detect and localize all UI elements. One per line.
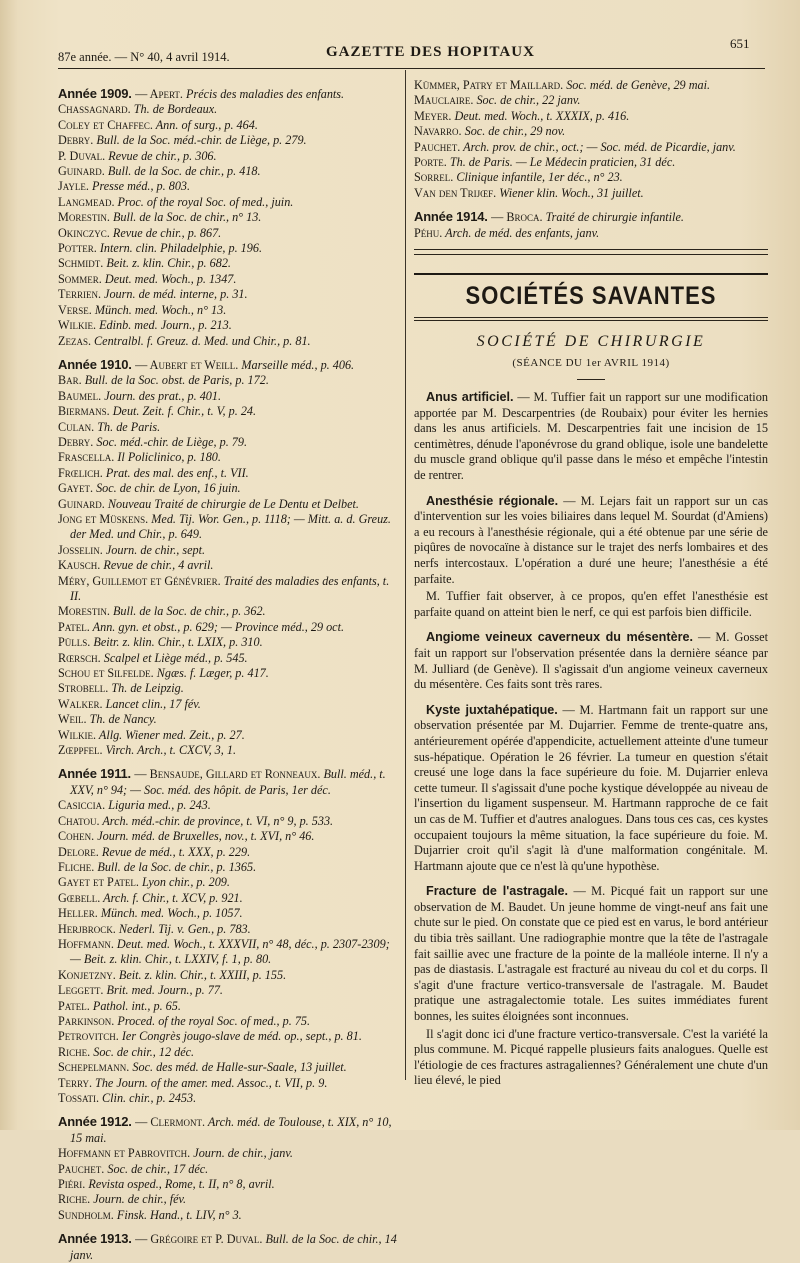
reference-author: Riche. (58, 1044, 91, 1059)
reference-entry (414, 109, 768, 124)
thin-rule-1 (414, 317, 768, 318)
reference-author: Péhu. (414, 225, 443, 240)
reference-source: Allg. Wiener med. Zeit., p. 27. (96, 727, 245, 742)
issue-info: 87e année. — N° 40, 4 avril 1914. (58, 50, 230, 64)
reference-author: Sommer. (58, 271, 102, 286)
reference-source: Revue de méd., t. XXX, p. 229. (98, 844, 251, 859)
reference-author: Casiccia. (58, 798, 106, 813)
paragraph-heading: Anus artificiel. (426, 390, 514, 405)
reference-author: Morestin. (58, 210, 110, 225)
reference-source: Prat. des mal. des enf., t. VII. (102, 465, 249, 480)
reference-source: Ann. gyn. et obst., p. 629; — Province méd., 29 oct. (89, 619, 345, 634)
reference-source: Bull. méd., t. XXV, n° 94; — Soc. méd. des hôpit. de Paris, 1er déc. (70, 767, 386, 797)
reference-source: Brit. med. Journ., p. 77. (103, 983, 223, 998)
reference-entry (58, 512, 398, 543)
reference-source: Journ. de chir., sept. (102, 542, 206, 557)
reference-entry (58, 1045, 398, 1060)
reference-entry (58, 620, 398, 635)
right-column (414, 78, 768, 1089)
reference-entry (58, 983, 398, 998)
reference-entry (58, 179, 398, 194)
reference-author: Hoffmann. (58, 936, 114, 951)
reference-source: Münch. med. Woch., p. 1057. (97, 906, 243, 921)
reference-entry (58, 651, 398, 666)
thin-rule-2 (414, 320, 768, 321)
bibliography-left-column (58, 78, 398, 1263)
reference-author: Biermans. (58, 404, 110, 419)
reference-author: Chatou. (58, 813, 100, 828)
reference-source: Revue de chir., p. 867. (109, 225, 222, 240)
reference-entry (58, 860, 398, 875)
reference-entry (58, 102, 398, 117)
reference-entry (58, 906, 398, 921)
year-label: Année 1912. (58, 1114, 136, 1130)
reference-author: Wilkie. (58, 318, 97, 333)
reference-source: Bull. de la Soc. de chir., p. 418. (104, 164, 261, 179)
session-date: (SÉANCE DU 1er AVRIL 1914) (512, 357, 670, 370)
reference-author: Jayle. (58, 179, 89, 194)
reference-author: Hoffmann et Pabrovitch. (58, 1146, 191, 1161)
reference-author: Chassagnard. (58, 102, 131, 117)
reference-source: Ngæs. f. Læger, p. 417. (153, 666, 269, 681)
reference-author: Navarro. (414, 124, 462, 139)
reference-entry (414, 226, 768, 241)
reference-source: Soc. des méd. de Halle-sur-Saale, 13 juillet. (129, 1060, 347, 1075)
reference-entry (58, 497, 398, 512)
paragraph-text: — M. Gosset fait un rapport sur l'observation présentée dans la dernière séance par M. Julliard (de Genève). Il s'agissait d'un angiome veineux caverneux du mésentère. Ces faits sont très rares. (414, 630, 768, 692)
reference-entry (58, 1146, 398, 1161)
paragraph-heading: Fracture de l'astragale. (426, 884, 569, 899)
reference-entry (58, 937, 398, 968)
reference-author: Weil. (58, 712, 87, 727)
reference-author: Rœrsch. (58, 650, 101, 665)
reference-author: Mauclaire. (414, 93, 474, 108)
reference-entry (414, 93, 768, 108)
paragraph-text: M. Tuffier fait observer, à ce propos, qu'en effet l'anesthésie est parfaite quand on atteint bien le nerf, ce qui est parfois bien difficile. (414, 589, 768, 619)
reference-author: Pauchet. (58, 1161, 105, 1176)
reference-author: Culan. (58, 419, 95, 434)
paragraph-heading: Anesthésie régionale. (426, 493, 559, 508)
reference-author: Herjbrock. (58, 921, 116, 936)
reference-author: Cohen. (58, 829, 95, 844)
reference-source: Marseille méd., p. 406. (238, 357, 355, 372)
reference-source: The Journ. of the amer. med. Assoc., t. VII, p. 9. (92, 1075, 328, 1090)
reference-author: — Apert. (135, 87, 183, 101)
reference-source: Nouveau Traité de chirurgie de Le Dentu et Delbet. (104, 496, 359, 511)
reference-author: Méry, Guillemot et Génévrier. (58, 573, 221, 588)
reference-entry (58, 164, 398, 179)
reference-entry (58, 118, 398, 133)
reference-source: Clin. chir., p. 2453. (99, 1091, 197, 1105)
reference-source: Revue de chir., p. 306. (105, 148, 217, 163)
reference-source: Beit. z. klin. Chir., p. 682. (103, 256, 231, 271)
reference-entry (58, 558, 398, 573)
reference-author: Kümmer, Patry et Maillard. (414, 78, 564, 92)
reference-entry (58, 435, 398, 450)
reference-entry (58, 743, 398, 758)
reference-author: Debry. (58, 434, 94, 449)
reference-author: Debry. (58, 133, 94, 148)
reference-entry (58, 814, 398, 829)
reference-source: Journ. des prat., p. 401. (101, 388, 222, 403)
reference-source: Proced. of the royal Soc. of med., p. 75. (114, 1013, 311, 1028)
reference-author: Schou et Silfelde. (58, 666, 154, 681)
reference-source: Beitr. z. klin. Chir., t. LXIX, p. 310. (90, 635, 263, 650)
reference-source: Arch. prov. de chir., oct.; — Soc. méd. de Picardie, janv. (460, 139, 736, 154)
reference-entry (58, 1029, 398, 1044)
year-label: Année 1909. (58, 86, 136, 101)
reference-entry (58, 798, 398, 813)
reference-source: Edinb. med. Journ., p. 213. (96, 318, 232, 333)
reference-entry (58, 420, 398, 435)
reference-author: Petrovitch. (58, 1029, 119, 1044)
reference-author: — Clermont. (135, 1115, 206, 1130)
reference-author: Potter. (58, 241, 97, 256)
page-header (58, 36, 758, 66)
reference-author: Patel. (58, 998, 90, 1013)
reference-source: Centralbl. f. Greuz. d. Med. und Chir., p. 81. (91, 333, 311, 348)
reference-author: Kausch. (58, 558, 101, 573)
reference-entry (58, 210, 398, 225)
reference-author: Konjetzny. (58, 967, 116, 982)
reference-author: Okinczyc. (58, 225, 110, 240)
reference-source: Soc. de chir., 22 janv. (473, 93, 581, 108)
reference-author: Delore. (58, 844, 99, 859)
reference-author: P. Duval. (58, 148, 106, 163)
paragraph-text: — M. Hartmann fait un rapport sur une observation présentée par M. Dujarrier. Femme de trente-quatre ans, antérieurement opérée d'appendicite, actuellement atteinte d'une tumeur sus-hépatique. Opération le 26 février. La tumeur en question s'était creusé une loge dans la face supérieure du foie. M. Dujarrier enleva cette tumeur. Il s'agissait d'une poche kystique développée au niveau de l'insertion du ligament suspenseur. M. Hartmann rapproche de ce fait un cas de M. Tuffier et d'autres analogues. Dans tous ces cas, ces kystes occupaient toujours la même situation, la face supérieure du foie. M. Dujarrier croit qu'il s'agit là d'une malformation congénitale. M. Hartmann ajoute que ce n'est là qu'une hypothèse. (414, 702, 768, 873)
reference-source: Traité des maladies des enfants, t. II. (70, 573, 390, 603)
reference-source: Revue de chir., 4 avril. (100, 558, 214, 573)
reference-entry (58, 149, 398, 164)
report-paragraph (414, 630, 768, 692)
reference-entry (58, 287, 398, 302)
reference-author: Frascella. (58, 450, 115, 465)
bibliography-right-column (414, 78, 768, 241)
year-entry (58, 86, 398, 102)
reference-source: Bull. de la Soc. de chir., p. 362. (109, 604, 266, 619)
reference-author: — Bensaude, Gillard et Ronneaux. (134, 767, 321, 782)
heavy-rule-top (414, 273, 768, 275)
reference-entry (58, 829, 398, 844)
reference-entry (414, 140, 768, 155)
reference-source: Ier Congrès jougo-slave de méd. op., sept., p. 81. (118, 1029, 362, 1044)
reference-source: Intern. clin. Philadelphie, p. 196. (96, 241, 263, 256)
reference-author: Morestin. (58, 604, 110, 619)
session-report (414, 390, 768, 1089)
reference-entry (58, 1208, 398, 1223)
reference-source: Journ. de chir., janv. (190, 1146, 293, 1161)
reference-entry (58, 728, 398, 743)
reference-author: Coley et Chaffec. (58, 117, 153, 132)
reference-entry (58, 574, 398, 605)
reference-source: Proc. of the royal Soc. of med., juin. (114, 194, 294, 209)
reference-source: Bull. de la Soc. méd.-chir. de Liège, p. 279. (93, 133, 307, 148)
reference-source: Lancet clin., 17 fév. (102, 696, 201, 711)
reference-author: Baumel. (58, 388, 102, 403)
reference-author: Zœppfel. (58, 743, 103, 758)
reference-author: — Broca. (491, 210, 543, 225)
reference-source: Arch. de méd. des enfants, janv. (442, 225, 600, 240)
reference-source: Virch. Arch., t. CXCV, 3, 1. (102, 743, 237, 758)
reference-author: Riche. (58, 1192, 91, 1207)
reference-author: Walker. (58, 696, 103, 711)
reference-source: Deut. med. Woch., t. XXXIX, p. 416. (451, 108, 630, 123)
reference-source: Wiener klin. Woch., 31 juillet. (496, 185, 644, 200)
reference-entry (58, 1091, 398, 1106)
reference-entry (58, 404, 398, 419)
section-header-block (414, 273, 768, 321)
report-paragraph (414, 589, 768, 620)
reference-entry (58, 389, 398, 404)
reference-entry (58, 697, 398, 712)
paragraph-text: — M. Picqué fait un rapport sur une observation de M. Baudet. Un jeune homme de vingt-neuf ans fait une chute sur le pied. On constate que ce pied est en varus, le bord antérieur du tibia très saillant. Une radiographie montre que la tête de l'astragale fait saillie avec une fracture de la pointe de la malléole interne. Il n'y a pas de diastasis. L'astragale est fracturé au niveau du col et du corps. Il s'agit d'une fracture vertico-transversale de l'astragale. M. Baudet pratique une astragalectomie totale. Les suites immédiates furent bonnes, les suites éloignées sont inconnues. (414, 884, 769, 1024)
reference-source: Liguria med., p. 243. (105, 798, 211, 813)
reference-author: — Grégoire et P. Duval. (135, 1232, 263, 1247)
reference-entry (58, 604, 398, 619)
year-entry (58, 1114, 398, 1146)
year-entry (414, 209, 768, 225)
paragraph-text: — M. Lejars fait un rapport sur un cas d'intervention sur les voies biliaires dans lequel M. Sourdat (d'Amiens) a eu recours à l'anesthésie régionale, qui a été obtenue par une série de piqûres de novocaïne à distance sur le trajet des nerfs lombaires et des nerfs intercostaux. L'opération a duré une heure; l'anesthésie a été parfaite. (414, 493, 768, 586)
reference-entry (58, 1192, 398, 1207)
reference-source: Soc. méd. de Genève, 29 mai. (563, 78, 711, 92)
year-label: Année 1911. (58, 766, 135, 782)
reference-entry (58, 256, 398, 271)
reference-source: Revista osped., Rome, t. II, n° 8, avril. (85, 1177, 275, 1192)
year-entry (58, 1231, 398, 1263)
reference-source: Th. de Nancy. (86, 712, 157, 727)
reference-source: Presse méd., p. 803. (88, 179, 191, 194)
reference-source: Clinique infantile, 1er déc., n° 23. (453, 170, 623, 185)
reference-entry (58, 373, 398, 388)
reference-source: Th. de Paris. — Le Médecin praticien, 31 déc. (446, 155, 676, 170)
reference-author: Van den Trijœf. (414, 185, 497, 200)
short-divider (577, 379, 605, 380)
reference-source: Lyon chir., p. 209. (138, 875, 230, 890)
reference-source: Soc. méd.-chir. de Liège, p. 79. (93, 434, 248, 449)
reference-entry (58, 1014, 398, 1029)
year-label: Année 1914. (414, 209, 492, 225)
reference-entry (58, 875, 398, 890)
reference-author: Gœbell. (58, 890, 101, 905)
reference-entry (414, 78, 768, 93)
reference-source: Soc. de chir., 29 nov. (461, 124, 566, 139)
reference-entry (414, 124, 768, 139)
reference-entry (58, 241, 398, 256)
reference-author: Sorrel. (414, 170, 454, 185)
reference-source: Bull. de la Soc. de chir., p. 1365. (94, 859, 257, 874)
paragraph-heading: Kyste juxtahépatique. (426, 702, 558, 717)
reference-author: Josselin. (58, 542, 103, 557)
reference-author: Strobell. (58, 681, 109, 696)
page-number: 651 (730, 36, 750, 51)
reference-source: Th. de Paris. (94, 419, 161, 434)
reference-author: Jong et Müskens. (58, 511, 149, 526)
reference-entry (58, 1162, 398, 1177)
reference-source: Journ. de chir., fév. (90, 1192, 187, 1207)
reference-entry (58, 133, 398, 148)
reference-author: Bar. (58, 373, 82, 388)
reference-entry (58, 1177, 398, 1192)
reference-author: Pauchet. (414, 139, 461, 154)
reference-entry (58, 681, 398, 696)
reference-entry (58, 968, 398, 983)
reference-source: Bull. de la Soc. obst. de Paris, p. 172. (81, 373, 269, 388)
reference-author: Sundholm. (58, 1207, 114, 1222)
reference-author: Heller. (58, 906, 98, 921)
reference-source: Münch. med. Woch., n° 13. (91, 302, 227, 317)
reference-entry (58, 334, 398, 349)
reference-author: Pülls. (58, 635, 91, 650)
reference-author: Parkinson. (58, 1013, 115, 1028)
reference-entry (58, 922, 398, 937)
reference-entry (58, 891, 398, 906)
report-paragraph (414, 1027, 768, 1089)
report-paragraph (414, 884, 768, 1024)
report-paragraph (414, 494, 768, 588)
reference-author: — Aubert et Weill. (135, 357, 239, 372)
reference-entry (58, 666, 398, 681)
reference-source: Scalpel et Liège méd., p. 545. (100, 650, 248, 665)
reference-source: Journ. de méd. interne, p. 31. (101, 287, 248, 302)
reference-author: Schepelmann. (58, 1060, 130, 1075)
reference-source: Pathol. int., p. 65. (89, 998, 181, 1013)
reference-entry (414, 155, 768, 170)
reference-entry (58, 845, 398, 860)
header-rule (58, 68, 765, 69)
paragraph-text: — M. Tuffier fait un rapport sur une modification apportée par M. Descarpentries (de Roubaix) pour éviter les hernies dans les anus artificiels. M. Descarpentries fait une incision de 15 centimètres, dénude l'aponévrose du grand oblique, isole une bandelette du muscle grand oblique qu'il passe dans le méso et empêche l'intestin de rentrer. (414, 390, 768, 483)
reference-author: Wilkie. (58, 727, 97, 742)
reference-source: Deut. med. Woch., p. 1347. (101, 271, 237, 286)
reference-source: Arch. méd. de Toulouse, t. XIX, n° 10, 15 mai. (70, 1115, 392, 1145)
reference-source: Soc. de chir., 12 déc. (90, 1044, 195, 1059)
reference-entry (58, 272, 398, 287)
reference-entry (58, 195, 398, 210)
reference-author: Guinard. (58, 496, 105, 511)
reference-entry (58, 450, 398, 465)
reference-author: Terry. (58, 1075, 92, 1090)
paragraph-heading: Angiome veineux caverneux du mésentère. (426, 630, 693, 645)
reference-source: Beit. z. klin. Chir., t. XXIII, p. 155. (115, 967, 287, 982)
reference-source: Bull. de la Soc. de chir., n° 13. (109, 210, 262, 225)
reference-entry (58, 303, 398, 318)
year-label: Année 1913. (58, 1231, 136, 1247)
reference-entry (58, 999, 398, 1014)
reference-source: Soc. de chir. de Lyon, 16 juin. (93, 481, 241, 496)
reference-entry (58, 318, 398, 333)
reference-source: Précis des maladies des enfants. (182, 87, 345, 101)
reference-source: Arch. méd.-chir. de province, t. VI, n° 9, p. 533. (99, 813, 334, 828)
reference-entry (58, 1060, 398, 1075)
column-divider (405, 70, 406, 1080)
reference-source: Il Policlinico, p. 180. (114, 450, 221, 465)
reference-author: Fliche. (58, 859, 95, 874)
society-title: SOCIÉTÉ DE CHIRURGIE (476, 333, 706, 351)
reference-source: Traité de chirurgie infantile. (542, 210, 684, 225)
journal-title: GAZETTE DES HOPITAUX (326, 44, 535, 60)
reference-entry (58, 635, 398, 650)
reference-author: Meyer. (414, 108, 452, 123)
reference-author: Terrien. (58, 287, 101, 302)
reference-source: Med. Tij. Wor. Gen., p. 1118; — Mitt. a. d. Greuz. der Med. und Chir., p. 649. (70, 511, 391, 542)
reference-source: Finsk. Hand., t. LIV, n° 3. (113, 1207, 242, 1222)
reference-author: Tossati. (58, 1091, 99, 1105)
reference-author: Gayet et Patel. (58, 875, 139, 890)
reference-entry (58, 1076, 398, 1091)
report-paragraph (414, 703, 768, 875)
reference-entry (414, 170, 768, 185)
reference-source: Bull. de la Soc. de chir., 14 janv. (70, 1232, 397, 1262)
reference-author: Leggett. (58, 983, 104, 998)
reference-author: Gayet. (58, 481, 94, 496)
reference-author: Frœlich. (58, 465, 103, 480)
section-title: SOCIÉTÉS SAVANTES (465, 281, 717, 310)
reference-source: Deut. Zeit. f. Chir., t. V, p. 24. (109, 404, 257, 419)
reference-author: Langmead. (58, 194, 115, 209)
reference-source: Ann. of surg., p. 464. (152, 117, 258, 132)
reference-entry (58, 712, 398, 727)
reference-source: Deut. med. Woch., t. XXXVII, n° 48, déc., p. 2307-2309; — Beit. z. klin. Chir., t. LXXIV, f. 1, p. 80. (70, 936, 390, 967)
reference-entry (58, 226, 398, 241)
reference-source: Soc. de chir., 17 déc. (104, 1161, 209, 1176)
reference-source: Nederl. Tij. v. Gen., p. 783. (115, 921, 251, 936)
year-entry (58, 357, 398, 373)
year-entry (58, 766, 398, 798)
reference-source: Journ. méd. de Bruxelles, nov., t. XVI, n° 46. (94, 829, 315, 844)
reference-author: Schmidt. (58, 256, 104, 271)
reference-source: Th. de Bordeaux. (130, 102, 218, 117)
reference-author: Zezas. (58, 333, 91, 348)
reference-author: Piéri. (58, 1177, 86, 1192)
paragraph-text: Il s'agit donc ici d'une fracture vertico-transversale. C'est la variété la plus commune. M. Picqué rappelle plusieurs faits analogues. Quelle est l'étiologie de ces fractures astragaliennes? Généralement une chute d'un lieu élevé, le pied (414, 1026, 768, 1088)
reference-entry (58, 543, 398, 558)
double-rule (414, 249, 768, 255)
reference-entry (58, 466, 398, 481)
reference-author: Porte. (414, 155, 447, 170)
reference-entry (414, 186, 768, 201)
reference-author: Guinard. (58, 164, 105, 179)
reference-source: Th. de Leipzig. (108, 681, 184, 696)
reference-source: Arch. f. Chir., t. XCV, p. 921. (100, 890, 243, 905)
reference-author: Verse. (58, 302, 92, 317)
report-paragraph (414, 390, 768, 484)
reference-author: Patel. (58, 619, 90, 634)
reference-entry (58, 481, 398, 496)
year-label: Année 1910. (58, 356, 136, 372)
